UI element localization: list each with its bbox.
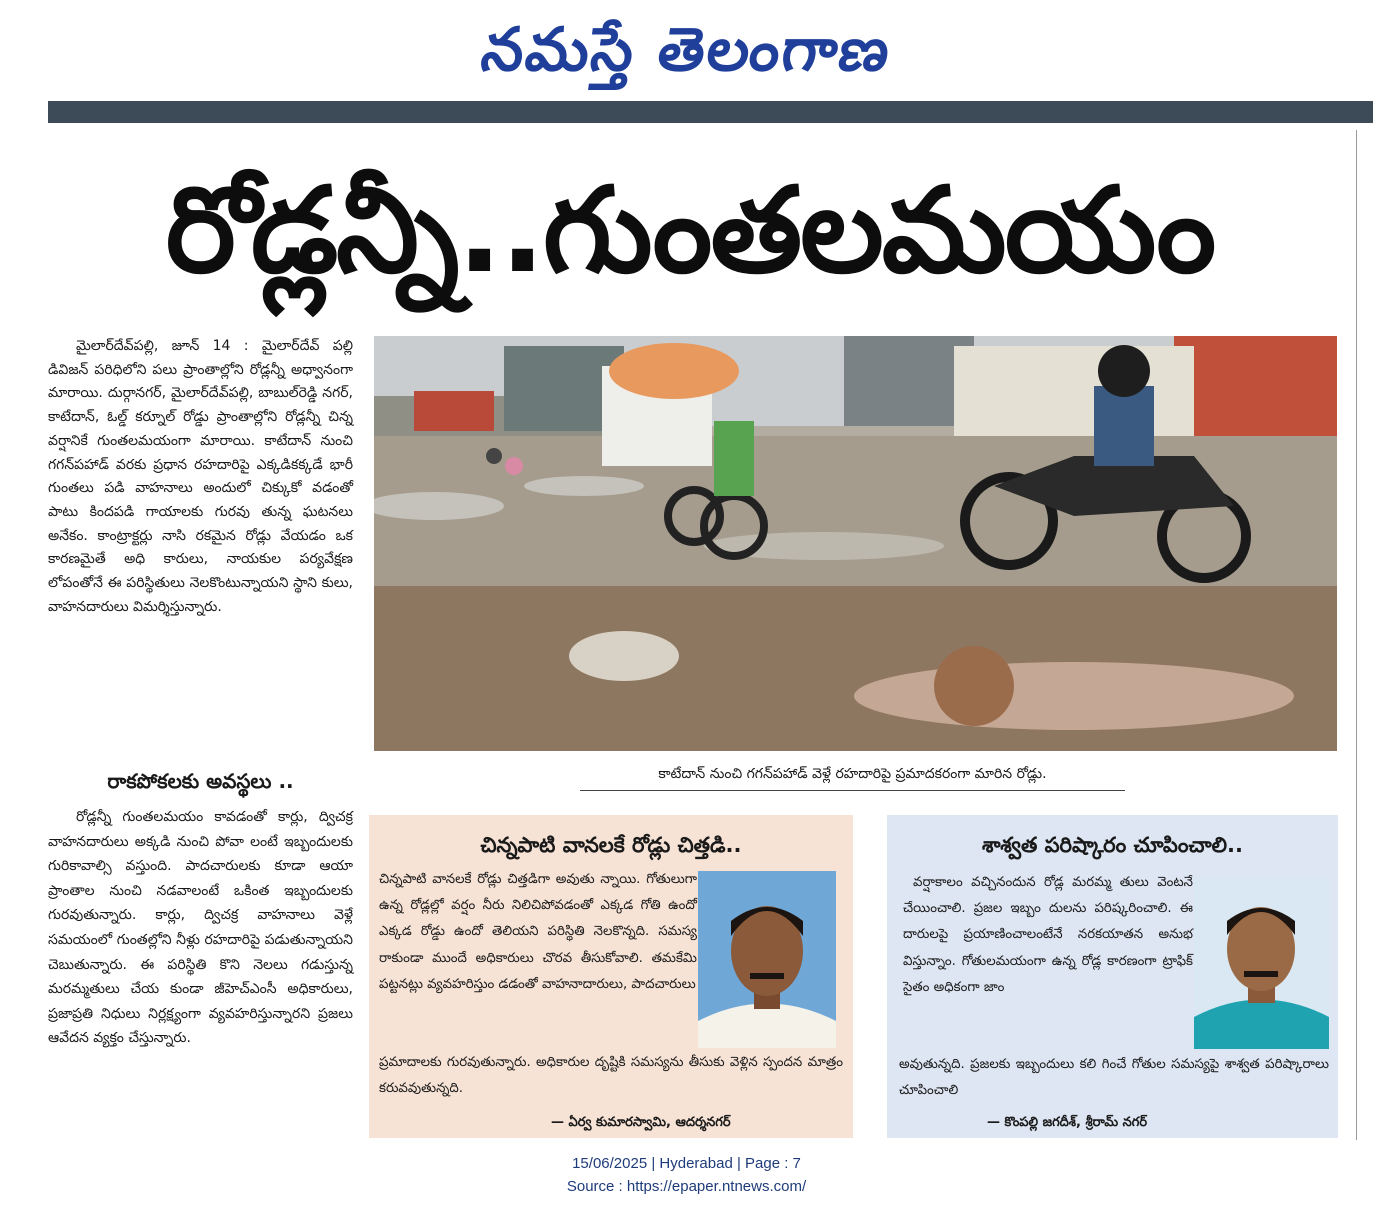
footer-source-link[interactable]: Source : https://epaper.ntnews.com/ (566, 1178, 807, 1195)
person-portrait-icon (1194, 877, 1329, 1049)
opinion-left-byline: — ఏర్వ కుమారస్వామి, ఆదర్శనగర్ (551, 1115, 731, 1130)
opinion-box-right (887, 815, 1338, 1138)
opinion-right-byline: — కొంపల్లి జగదీశ్, శ్రీరామ్ నగర్ (987, 1115, 1148, 1130)
news-photo-potholed-road (374, 336, 1337, 751)
page-footer (0, 1152, 1373, 1198)
article-subhead: రాకపోకలకు అవస్థలు .. (107, 769, 294, 793)
opinion-left-text-bottom: ప్రమాదాలకు గురవుతున్నారు. అధికారుల దృష్టికి సమస్యను తీసుకు వెళ్లిన స్పందన మాత్రం కరువవుతున్నది. (379, 1055, 843, 1097)
opinion-left-title: చిన్నపాటి వానలకే రోడ్లు చిత్తడి.. (480, 833, 742, 857)
opinion-box-left (369, 815, 853, 1138)
road-scene-illustration (374, 336, 1337, 751)
article-column-top (48, 335, 353, 619)
newspaper-logo: నమస్తే తెలంగాణ (477, 15, 896, 85)
article-paragraph-2: రోడ్లన్నీ గుంతలమయం కావడంతో కార్లు, ద్విచక్ర వాహనదారులు అక్కడి నుంచి పోవా లంటే ఇబ్బందులకు గురికావాల్సి వస్తుంది. పాదచారులకు కూడా ఆయా ప్రాంతాల నుంచి నడవాలంటే ఒకింత ఇబ్బందులకు గురవుతున్నారు. కార్లు, ద్విచక్ర వాహనాలు వెళ్లే సమయంలో గుంతల్లోని నీళ్లు రహదారిపై పడుతున్నాయని చెబుతున్నారు. ఈ పరిస్థితి కొని నెలలు గడుస్తున్న మరమ్మతులు చేయ కుండా జీహెచ్‌ఎంసీ అధికారులు, ప్రజాప్రతి నిధులు నిర్లక్ష్యంగా వ్యవహరిస్తున్నారని ప్రజలు ఆవేదన వ్యక్తం చేస్తున్నారు. (48, 809, 353, 1047)
portrait-photo-left (698, 871, 836, 1048)
masthead-divider-bar (48, 101, 1373, 123)
page-headline: రోడ్లన్నీ..గుంతలమయం (165, 161, 1215, 299)
masthead (0, 0, 1373, 100)
person-portrait-icon (698, 871, 836, 1048)
article-paragraph-1: మైలార్‌దేవ్‌పల్లి, జూన్ 14 : మైలార్‌దేవ్ పల్లి డివిజన్ పరిధిలోని పలు ప్రాంతాల్లోని రోడ్లన్నీ అధ్వానంగా మారాయి. దుర్గానగర్, మైలార్‌దేవ్‌పల్లి, బాబుల్‌రెడ్డి నగర్, కాటేదాన్, ఓల్డ్ కర్నూల్ రోడ్డు ప్రాంతాల్లోని రోడ్లన్నీ చిన్న వర్షానికే గుంతలమయంగా మారాయి. కాటేదాన్ నుంచి గగన్‌పహాడ్ వరకు ప్రధాన రహదారిపై ఎక్కడికక్కడే భారీ గుంతలు పడి వాహనాలు అందులో చిక్కుకో వడంతో పాటు కిందపడి గాయాలకు గురవు తున్న ఘటనలు అనేకం. కాంట్రాక్టర్లు నాసి రకమైన రోడ్లు వేయడం ఒక కారణమైతే అధి కారులు, నాయకుల పర్యవేక్షణ లోపంతోనే ఈ పరిస్థితులు నెలకొంటున్నాయని స్థాని కులు, వాహనదారులు విమర్శిస్తున్నారు. (48, 338, 353, 615)
opinion-right-title: శాశ్వత పరిష్కారం చూపించాలి.. (982, 833, 1243, 857)
photo-caption: కాటేదాన్ నుంచి గగన్‌పహాడ్ వెళ్లే రహదారిపై ప్రమాదకరంగా మారిన రోడ్లు. (580, 760, 1125, 791)
portrait-photo-right (1194, 877, 1329, 1049)
footer-date-edition: 15/06/2025 | Hyderabad | Page : 7 (572, 1155, 801, 1172)
opinion-right-text-bottom: అవుతున్నది. ప్రజలకు ఇబ్బందులు కలి గించే గోతుల సమస్యపై శాశ్వత పరిష్కారాలు చూపించాలి (899, 1057, 1329, 1099)
column-divider (1356, 130, 1357, 1140)
opinion-left-text-top: చిన్నపాటి వానలకే రోడ్లు చిత్తడిగా అవుతు న్నాయి. గోతులుగా ఉన్న రోడ్లల్లో వర్షం నీరు నిలిచిపోవడంతో ఎక్కడ గోతి ఉందో ఎక్కడ రోడ్డు ఉందో తెలియని పరిస్థితి నెలకొన్నది. సమస్య రాకుండా ముందే అధికారులు చొరవ తీసుకోవాలి. తమకేమి పట్టనట్లు వ్యవహరిస్తుం డడంతో వాహనాదారులు, పాదచారులు (379, 872, 697, 992)
opinion-right-text-top: వర్షాకాలం వచ్చినందున రోడ్ల మరమ్మ తులు వెంటనే చేయించాలి. ప్రజల ఇబ్బం దులను పరిష్కరించాలి. ఈ దారులపై ప్రయాణించాలంటేనే నరకయాతన అనుభ విస్తున్నాం. గోతులమయంగా ఉన్న రోడ్ల కారణంగా ట్రాఫిక్ సైతం అధికంగా జాం (903, 875, 1193, 995)
